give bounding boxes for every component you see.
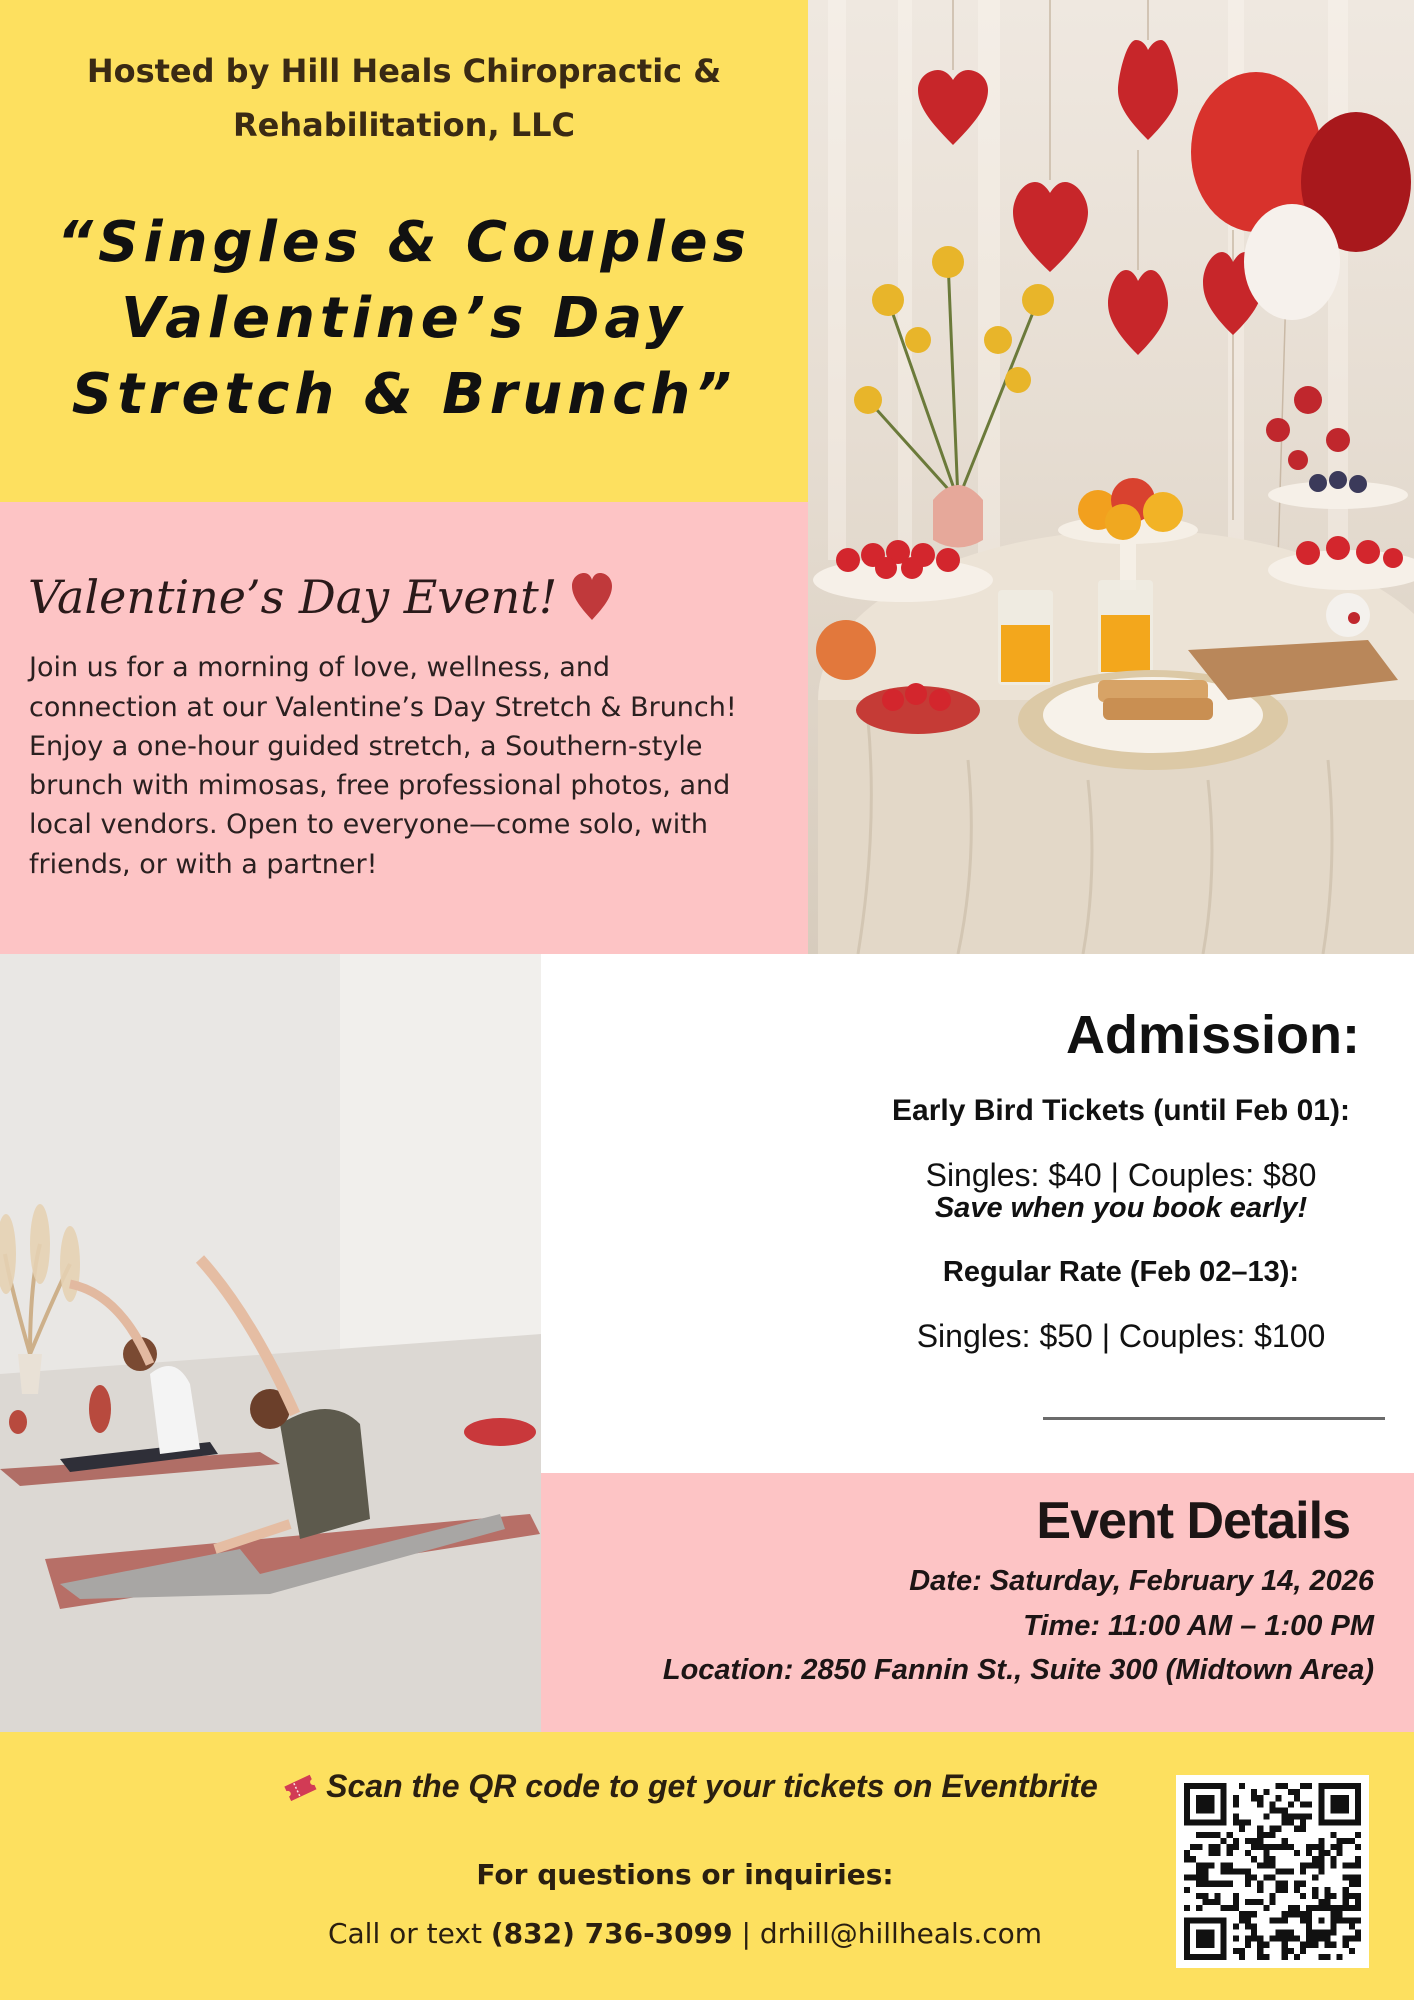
event-title-line-3: Stretch & Brunch”: [71, 362, 737, 427]
contact-separator: |: [732, 1917, 760, 1950]
admission-title: Admission:: [1065, 1005, 1360, 1065]
event-heading-row: [28, 562, 615, 632]
regular-rate-prices: Singles: $50 | Couples: $100: [916, 1318, 1326, 1354]
host-line-2: Rehabilitation, LLC: [232, 106, 575, 144]
event-details-panel: [541, 1473, 1414, 1732]
contact-line: [0, 1917, 1370, 1950]
intro-panel: [0, 502, 808, 954]
divider: [1043, 1417, 1385, 1420]
footer-panel: [0, 1732, 1414, 2000]
heart-icon: [569, 570, 615, 624]
qr-code[interactable]: [1176, 1775, 1369, 1968]
event-location: Location: 2850 Fannin St., Suite 300 (Midtown Area): [662, 1654, 1374, 1686]
yoga-stretch-photo: [0, 954, 541, 1732]
description-line: brunch with mimosas, free professional photos, and: [29, 770, 731, 801]
header-panel: [0, 0, 808, 502]
questions-label: For questions or inquiries:: [476, 1858, 894, 1891]
contact-prefix: Call or text: [327, 1917, 491, 1950]
early-bird-label: Early Bird Tickets (until Feb 01):: [892, 1094, 1350, 1127]
scan-row: [0, 1768, 1380, 1805]
description-line: connection at our Valentine’s Day Stretch & Brunch!: [29, 692, 737, 723]
email-address[interactable]: drhill@hillheals.com: [759, 1917, 1043, 1950]
regular-rate-label: Regular Rate (Feb 02–13):: [942, 1256, 1300, 1288]
event-date: Date: Saturday, February 14, 2026: [909, 1565, 1374, 1597]
scan-text: Scan the QR code to get your tickets on Eventbrite: [326, 1768, 1098, 1804]
phone-number[interactable]: (832) 736-3099: [490, 1917, 733, 1950]
description-line: Join us for a morning of love, wellness, and: [29, 652, 611, 683]
event-details-title: Event Details: [1036, 1492, 1350, 1550]
event-title-line-2: Valentine’s Day: [121, 286, 687, 351]
early-bird-prices: Singles: $40 | Couples: $80: [925, 1157, 1317, 1193]
early-bird-note: Save when you book early!: [934, 1192, 1308, 1224]
description-line: Enjoy a one-hour guided stretch, a Southern-style: [29, 731, 703, 762]
description-line: friends, or with a partner!: [29, 849, 378, 880]
event-time: Time: 11:00 AM – 1:00 PM: [1023, 1610, 1374, 1642]
ticket-icon: [282, 1773, 318, 1801]
admission-panel: [541, 954, 1414, 1473]
brunch-table-photo: [808, 0, 1414, 954]
event-heading: Valentine’s Day Event!: [28, 570, 558, 624]
description-line: local vendors. Open to everyone—come solo, with: [29, 809, 709, 840]
event-title-line-1: “Singles & Couples: [57, 210, 751, 275]
host-line-1: Hosted by Hill Heals Chiropractic &: [86, 52, 722, 90]
